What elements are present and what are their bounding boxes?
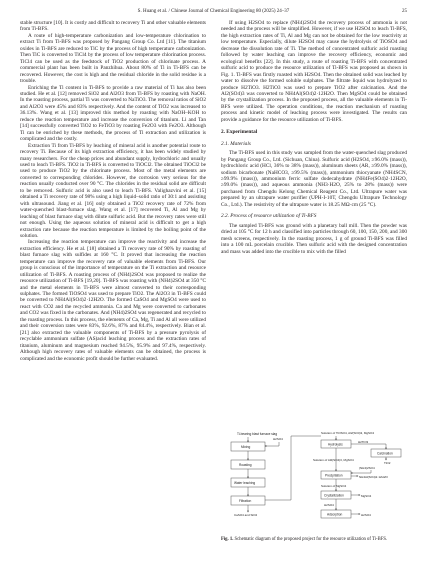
box-water-leaching [231,478,265,487]
box-hydrolysis [321,440,351,448]
svg-text:Hydrolysis: Hydrolysis [328,442,343,447]
mgso4-label: MgSO4 [361,494,372,498]
section-heading: 2. Experimental [221,129,258,136]
box-adsorption [321,510,351,518]
paragraph: stable structure [10]. It is costly and difficult to recovery Ti and other valuable elements from Ti-BFS. [20,20,206,33]
svg-text:Crystallization: Crystallization [324,493,344,498]
top-solution-label: Solution of TiOSO4, Al2(SO4)3, MgSO4 [321,431,375,435]
h2tio3-label: H2TiO3 [358,440,369,444]
box-roasting [231,460,265,469]
svg-text:Water leaching: Water leaching [234,481,256,485]
box-calcination [371,449,401,457]
svg-text:Filtration: Filtration [239,499,252,503]
figure-caption-text: Schematic diagram of the proposed project for the resource utilization of Ti-BFS. [234,537,388,542]
paragraph: Extraction Ti from Ti-BFS by leaching of mineral acid is another potential route to recovery Ti. Because of its high extraction efficiency, it has been widely studied by many researchers. For the cheap prices and abundant supply, hydrochloric and usually used to leach Ti-BFS. TiO2 in Ti-BFS is converted to TiOCl2. The obtained TiOCl2 be used to produce TiO2 by the chlorinate process. Most of the metal elements are converted to corresponding chlorides. However, the corrosion very serious for the reaction usually conducted over 90 °C. The chlorides in the residual solid are difficult to be removed. Sulfuric acid is also used to leach Ti-BFS. Valighazvini et al. [15] obtained a Ti recovery rate of 98% using a high liquid–solid ratio of 30:1 and assisting with ultrasound. Jiang et al. [16] only obtained a TiO2 recovery rate of 72% from water-quenched blast-furnace slag. Wang et al. [17] recovered Ti, Al and Mg by leaching of blast furnace slag with dilute sulfuric acid. But the recovery rates were still not enough. Using the aqueous solution of mineral acid is difficult to get a high extraction rate because the reaction temperature is limited by the boiling point of the solution. [20,142,206,239]
right-column [221,20,407,255]
paragraph: The sampled Ti-BFS was ground with a planetary ball mill. Then the powder was dried at 105 °C for 12 h and classified into particles through 60, 100, 150, 200, and 300 mesh screens, respectively. In the roasting process, 1 g of ground Ti-BFS was filled into a 100 mL porcelain crucible. Then sulfuric acid with the designed concentration and mass was added into the crucible to mix with the filled [221,222,407,255]
sol-al-mg-label: Solution of Al2(SO4)3, MgSO4 [313,458,354,462]
figure-caption [221,537,407,543]
subsection-heading: 2.2. Process of resource utilization of Ti-BFS [221,213,317,220]
h2so4-recycle-label: H2SO4 [324,503,334,507]
nh4al-label: NH4Al(SO4)2·12H2O [359,475,388,479]
left-column [20,20,206,362]
paragraph: Enriching the Ti content in Ti-BFS to provide a raw material of Ti has also been studied. He et al. [12] removed SiO2 and Al2O3 from Ti-BFS by roasting with NaOH. In the roasting process, partial Ti was converted to NaTiO3. The removal ratios of SiO2 and Al2O3 were 45% and 83% respectively. And the content of TiO2 was increased to 36.13%. Wang et al. [13] improved this method by roasting with NaOH–KOH to reduce the reaction temperature and increase the conversion of titanium. Li and Tan [14] successfully converted TiO2 to FeTiO3 by roasting Fe2O3 with Fe2O3. Although Ti can be enriched by these methods, the process of Ti extraction and utilization is complicated and the costly. [20,84,206,143]
nh4so4-label: (NH4)2SO4 [359,466,375,470]
box-filtration [231,496,265,505]
paragraph: Increasing the reaction temperature can improve the reactivity and increase the extraction efficiency. He et al. [18] obtained a Ti recovery rate of 90% by roasting of blast furnace slag with sulfides at 160 °C. It proved that increasing the reaction temperature can improve the recovery rate of valuable elements from Ti-BFS. Our group is conscious of the importance of temperature on the Ti extraction and resource utilization of Ti-BFS. A roasting process of (NH4)2SO4 was proposed to realize the resource utilization of Ti-BFS [19,20]. Ti-BFS was roasting with (NH4)2SO4 at 350 °C and the metal elements in Ti-BFS were almost converted to their corresponding sulphates. The formed TiOSO4 was used to prepare TiO2. The Al2O3 in Ti-BFS could be converted to NH4Al(SO4)2·12H2O. The formed CaSO4 and MgSO4 were used to react with CO2 and the recycled ammonia. Ca and Mg were converted to carbonates and CO2 was fixed in the carbonates. And (NH4)2SO4 was regenerated and recycled to the roasting process. In this process, the elements of Ca, Mg, Ti and Al all were utilized and their conversion rates were 83%, 92.6%, 87% and 84.4%, respectively. Bian et al. [21] also extracted the valuable components of Ti-BFS by a pressure pyrolysis of recyclable ammonium sulfate (AS)acid leaching process and the extraction rates of titanium, aluminum and magnesium reached 94.5%, 95.9% and 97.4%, respectively. Although high recovery rates of valuable elements can be obtained, the process is complicated and the economic profit should be further evaluated. [20,239,206,362]
box-mixing [231,442,265,451]
tio2-label: TiO2 [384,461,391,465]
box-crystallization [321,491,351,499]
paragraph: A route of high-temperature carbonization and low-temperature chlorination to extract Ti from Ti-BFS was proposed by Pangang Group Co. Ltd [11]. The titanium oxides in Ti-BFS are reduced to TiC by the process of high temperature carbonization. Then TiC is converted to TiCl4 by the process of low temperature chlorination process. TiCl4 can be used as the feedstock of TiO2 production of chlorinate process. A commercial plant has been built in Panzhihua. About 80% of Ti in Ti-BFS can be recovered. However, the cost is high and the residual chloride in the solid residue is a trouble. [20,32,206,85]
svg-text:Ti-bearing blast furnace slag: Ti-bearing blast furnace slag [237,432,278,436]
box-slag [237,432,277,436]
running-header [0,8,427,18]
svg-text:Mixing: Mixing [241,445,251,449]
h2so4-input-label: H2SO4 [273,437,283,441]
figure-caption-label: Fig. 1. [221,537,234,542]
process-flow-figure [221,428,407,536]
svg-text:Precipitation: Precipitation [325,473,343,478]
paragraph: If using H2SO4 to replace (NH4)2SO4 the recovery process of ammonia is not needed and the process will be simplified. However, if we use H2SO4 to leach Ti-BFS, the high extraction rates of Ti, Al and Mg can not be obtained for the low reactivity at low temperature. Especially, dilute H2SO4 may cause the hydrolysis of TiOSO4 and decrease the dissolution rate of Ti. The method of concentrated sulfuric acid roasting followed by water leaching can improve the recovery efficiency, economic and ecological benefits [22]. In this study, a route of roasting Ti-BFS with concentrated sulfuric acid to produce the resource utilization of Ti-BFS was proposed as shown in Fig. 1. Ti-BFS was firstly roasted with H2SO4. Then the obtained solid was leached by water to dissolve the formed soluble sulphates. The filtrate liquid was hydrolyzed to produce H2TiO3. H2TiO3 was used to prepare TiO2 after calcination. And the Al2(SO4)3 was converted to NH4Al(SO4)2·12H2O. Then MgSO4 could be obtained by the crystallization process. In the proposed process, all the valuable elements in Ti-BFS were utilized. The operation conditions, the reaction mechanism of roasting process and kinetic model of leaching process were investigated. The results can provide a guidance for the resource utilization of Ti-BFS. [221,20,407,123]
paragraph: The Ti-BFS used in this study was sampled from the water-quenched slag produced by Pangang Group Co., Ltd. (Sichuan, China). Sulfuric acid (H2SO4, ≥96.0% (mass)), hydrochloric acid (HCl, 36% to 38% (mass)), aluminum sheets (AR, ≥99.0% (mass)), sodium bicarbonate (NaHCO3, ≥99.5% (mass)), ammonium thiocyanate (NH4SCN, ≥99.9% (mass)), ammonium ferric sulfate dodecahydrate (NH4Fe(SO4)2·12H2O, ≥99.0% (mass)), and aqueous ammonia (NH3·H2O, 25% to 28% (mass)) were purchased from Chengdu Kelong Chemical Reagent Co., Ltd. Ultrapure water was prepared by an ultrapure water purifier (UPH-I-10T, Chengdu Ultrapure Technology Co., Ltd.). The resistivity of the ultrapure water is 18.25 MΩ·cm (25 °C). [221,150,407,208]
box-precipitation [321,471,351,479]
sol-mg-label: Solution of MgSO4 [321,484,347,488]
svg-text:Roasting: Roasting [239,463,252,467]
svg-text:Calcination: Calcination [377,451,393,456]
residue-label: CaSO4 and SiO2 [234,513,258,517]
journal-citation: S. Huang et al. / Chinese Journal of Chemical Engineering 80 (2025) 24–37 [137,9,290,14]
h2so4-output-label: H2SO4 [361,513,371,517]
page-number: 25 [402,9,407,14]
svg-text:Adsorption: Adsorption [327,512,343,517]
flowchart [221,428,407,526]
subsection-heading: 2.1. Materials [221,140,251,147]
